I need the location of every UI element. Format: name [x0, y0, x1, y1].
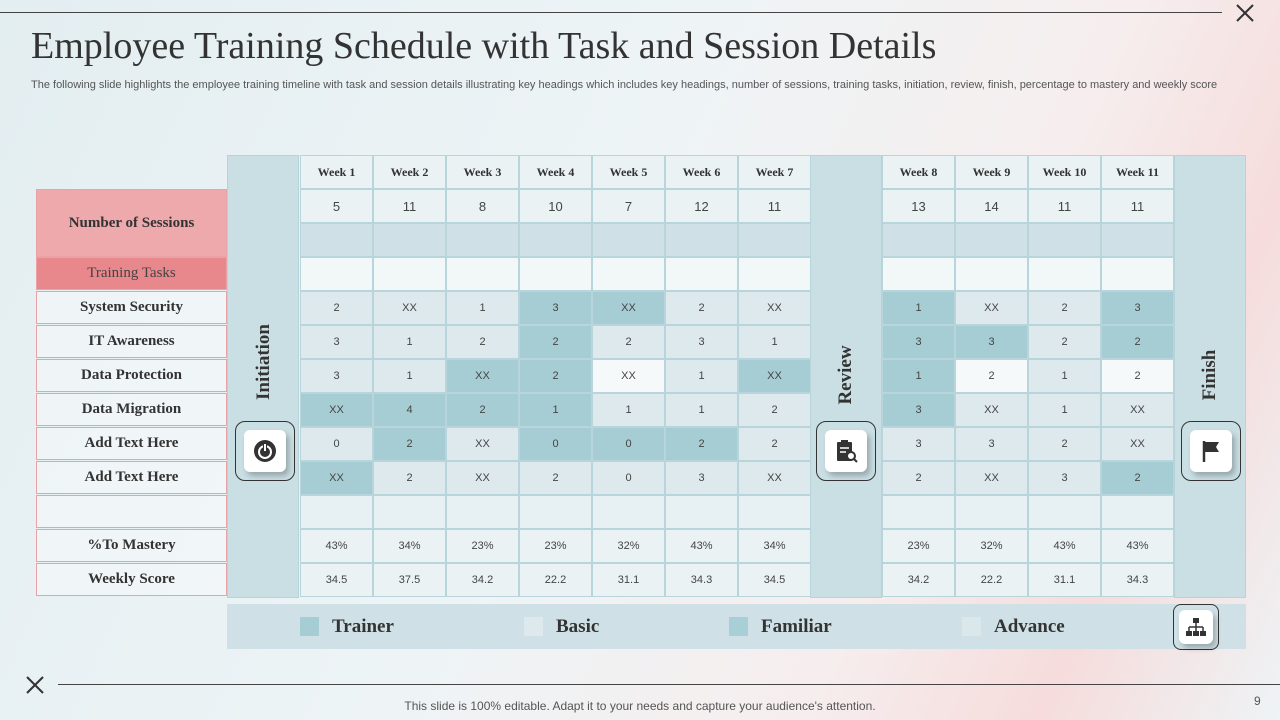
flag-icon	[1198, 438, 1224, 464]
mastery-cell: 32%	[592, 529, 665, 563]
task-cell: 2	[1028, 291, 1101, 325]
training-tasks-cell	[738, 257, 811, 291]
task-cell: 1	[665, 359, 738, 393]
spacer-cell	[1101, 223, 1174, 257]
legend-bar	[227, 604, 1246, 649]
training-tasks-cell	[446, 257, 519, 291]
empty-cell	[882, 495, 955, 529]
task-cell: 3	[1101, 291, 1174, 325]
spacer-cell	[882, 223, 955, 257]
task-cell: 0	[592, 427, 665, 461]
task-cell: 0	[300, 427, 373, 461]
task-cell: 3	[955, 427, 1028, 461]
week-header: Week 9	[955, 155, 1028, 189]
task-cell: XX	[300, 461, 373, 495]
top-divider	[0, 12, 1222, 13]
row-label-mastery: %To Mastery	[36, 529, 227, 562]
session-count-cell: 5	[300, 189, 373, 223]
legend-label: Advance	[994, 615, 1065, 637]
mastery-cell: 34%	[373, 529, 446, 563]
training-tasks-cell	[665, 257, 738, 291]
task-cell: 2	[738, 427, 811, 461]
weekly-score-cell: 34.3	[1101, 563, 1174, 597]
task-cell: XX	[738, 359, 811, 393]
hierarchy-button[interactable]	[1173, 604, 1219, 650]
mastery-cell: 43%	[1028, 529, 1101, 563]
legend-item-advance	[962, 604, 1065, 649]
task-cell: 1	[1028, 393, 1101, 427]
phase-label-review: Review	[835, 345, 856, 405]
close-icon[interactable]	[24, 674, 46, 696]
task-cell: 3	[665, 325, 738, 359]
task-cell: 3	[519, 291, 592, 325]
task-cell: XX	[300, 393, 373, 427]
task-cell: XX	[446, 427, 519, 461]
weekly-score-cell: 34.2	[446, 563, 519, 597]
task-cell: 2	[1101, 325, 1174, 359]
task-cell: XX	[955, 461, 1028, 495]
task-cell: 3	[882, 427, 955, 461]
row-label-add-text-2: Add Text Here	[36, 461, 227, 494]
task-cell: 2	[300, 291, 373, 325]
empty-cell	[300, 495, 373, 529]
legend-label: Basic	[556, 615, 600, 637]
task-cell: 2	[665, 291, 738, 325]
legend-swatch	[524, 617, 543, 636]
session-count-cell: 7	[592, 189, 665, 223]
page-number: 9	[1254, 694, 1261, 708]
task-cell: 2	[519, 461, 592, 495]
mastery-cell: 43%	[300, 529, 373, 563]
bottom-divider	[58, 684, 1280, 685]
session-count-cell: 8	[446, 189, 519, 223]
task-cell: XX	[738, 291, 811, 325]
spacer-cell	[955, 223, 1028, 257]
training-tasks-cell	[300, 257, 373, 291]
spacer-cell	[592, 223, 665, 257]
spacer-cell	[446, 223, 519, 257]
clipboard-search-icon	[833, 438, 859, 464]
spacer-cell	[300, 223, 373, 257]
spacer-cell	[1028, 223, 1101, 257]
task-cell: 1	[665, 393, 738, 427]
task-cell: 3	[300, 325, 373, 359]
task-cell: 1	[373, 359, 446, 393]
session-count-cell: 11	[1028, 189, 1101, 223]
session-count-cell: 11	[373, 189, 446, 223]
weekly-score-cell: 22.2	[955, 563, 1028, 597]
task-cell: XX	[446, 359, 519, 393]
legend-swatch	[300, 617, 319, 636]
task-cell: 2	[1101, 359, 1174, 393]
weekly-score-cell: 22.2	[519, 563, 592, 597]
task-cell: 2	[446, 325, 519, 359]
empty-cell	[738, 495, 811, 529]
task-cell: 2	[882, 461, 955, 495]
task-cell: 3	[955, 325, 1028, 359]
legend-item-trainer	[300, 604, 394, 649]
training-tasks-cell	[882, 257, 955, 291]
empty-cell	[1028, 495, 1101, 529]
task-cell: 1	[373, 325, 446, 359]
training-tasks-cell	[1101, 257, 1174, 291]
task-cell: 1	[738, 325, 811, 359]
mastery-cell: 43%	[1101, 529, 1174, 563]
session-count-cell: 12	[665, 189, 738, 223]
row-label-empty	[36, 495, 227, 528]
legend-item-familiar	[729, 604, 832, 649]
empty-cell	[1101, 495, 1174, 529]
row-label-data-protection: Data Protection	[36, 359, 227, 392]
task-cell: 2	[1101, 461, 1174, 495]
page-title: Employee Training Schedule with Task and Session Details	[31, 25, 937, 67]
weekly-score-cell: 34.5	[300, 563, 373, 597]
task-cell: XX	[373, 291, 446, 325]
task-cell: 4	[373, 393, 446, 427]
training-tasks-cell	[592, 257, 665, 291]
weekly-score-cell: 34.5	[738, 563, 811, 597]
task-cell: 3	[1028, 461, 1101, 495]
spacer-cell	[665, 223, 738, 257]
session-count-cell: 11	[738, 189, 811, 223]
spacer-cell	[373, 223, 446, 257]
empty-cell	[592, 495, 665, 529]
week-header: Week 1	[300, 155, 373, 189]
training-tasks-cell	[1028, 257, 1101, 291]
task-cell: 2	[592, 325, 665, 359]
mastery-cell: 34%	[738, 529, 811, 563]
week-header: Week 3	[446, 155, 519, 189]
task-cell: 3	[300, 359, 373, 393]
row-label-tasks: Training Tasks	[36, 257, 227, 290]
footer-note: This slide is 100% editable. Adapt it to your needs and capture your audience's attention.	[404, 699, 876, 713]
task-cell: 2	[955, 359, 1028, 393]
task-cell: 2	[519, 325, 592, 359]
week-header: Week 7	[738, 155, 811, 189]
task-cell: 2	[1028, 427, 1101, 461]
task-cell: XX	[1101, 393, 1174, 427]
legend-swatch	[729, 617, 748, 636]
empty-cell	[446, 495, 519, 529]
legend-item-basic	[524, 604, 599, 649]
week-header: Week 2	[373, 155, 446, 189]
close-icon[interactable]	[1234, 2, 1256, 24]
empty-cell	[373, 495, 446, 529]
power-icon	[252, 438, 278, 464]
mastery-cell: 23%	[882, 529, 955, 563]
row-label-add-text-1: Add Text Here	[36, 427, 227, 460]
task-cell: 2	[373, 427, 446, 461]
mastery-cell: 23%	[519, 529, 592, 563]
session-count-cell: 13	[882, 189, 955, 223]
finish-flag-button[interactable]	[1181, 421, 1241, 481]
week-header: Week 6	[665, 155, 738, 189]
task-cell: XX	[955, 393, 1028, 427]
task-cell: XX	[592, 291, 665, 325]
task-cell: 3	[882, 393, 955, 427]
training-tasks-cell	[373, 257, 446, 291]
task-cell: 0	[519, 427, 592, 461]
review-clipboard-button[interactable]	[816, 421, 876, 481]
task-cell: 1	[882, 291, 955, 325]
task-cell: 1	[519, 393, 592, 427]
task-cell: 2	[1028, 325, 1101, 359]
task-cell: XX	[738, 461, 811, 495]
weekly-score-cell: 31.1	[592, 563, 665, 597]
task-cell: 2	[373, 461, 446, 495]
task-cell: XX	[446, 461, 519, 495]
mastery-cell: 32%	[955, 529, 1028, 563]
phase-label-finish: Finish	[1199, 349, 1220, 401]
mastery-cell: 23%	[446, 529, 519, 563]
weekly-score-cell: 37.5	[373, 563, 446, 597]
empty-cell	[665, 495, 738, 529]
spacer-cell	[519, 223, 592, 257]
week-header: Week 5	[592, 155, 665, 189]
training-tasks-cell	[519, 257, 592, 291]
initiation-power-button[interactable]	[235, 421, 295, 481]
week-header: Week 4	[519, 155, 592, 189]
spacer-cell	[738, 223, 811, 257]
row-label-weekly-score: Weekly Score	[36, 563, 227, 596]
session-count-cell: 11	[1101, 189, 1174, 223]
page-subtitle: The following slide highlights the employee training timeline with task and session details illustrating key headings which includes key headings, number of sessions, training tasks, initiation, review, finish, percentage to mastery and weekly score	[31, 79, 1218, 91]
weekly-score-cell: 34.2	[882, 563, 955, 597]
row-label-sessions: Number of Sessions	[36, 189, 227, 257]
legend-label: Familiar	[761, 615, 832, 637]
task-cell: 2	[665, 427, 738, 461]
week-header: Week 8	[882, 155, 955, 189]
task-cell: 1	[1028, 359, 1101, 393]
week-header: Week 11	[1101, 155, 1174, 189]
task-cell: 2	[446, 393, 519, 427]
task-cell: 3	[665, 461, 738, 495]
task-cell: XX	[955, 291, 1028, 325]
task-cell: XX	[592, 359, 665, 393]
mastery-cell: 43%	[665, 529, 738, 563]
row-label-data-migration: Data Migration	[36, 393, 227, 426]
row-label-it-awareness: IT Awareness	[36, 325, 227, 358]
phase-label-initiation: Initiation	[253, 323, 274, 401]
task-cell: 1	[882, 359, 955, 393]
task-cell: XX	[1101, 427, 1174, 461]
weekly-score-cell: 31.1	[1028, 563, 1101, 597]
task-cell: 2	[519, 359, 592, 393]
weekly-score-cell: 34.3	[665, 563, 738, 597]
task-cell: 3	[882, 325, 955, 359]
legend-label: Trainer	[332, 615, 394, 637]
empty-cell	[955, 495, 1028, 529]
session-count-cell: 10	[519, 189, 592, 223]
task-cell: 1	[592, 393, 665, 427]
hierarchy-icon	[1185, 617, 1207, 637]
empty-cell	[519, 495, 592, 529]
row-label-system-security: System Security	[36, 291, 227, 324]
week-header: Week 10	[1028, 155, 1101, 189]
task-cell: 0	[592, 461, 665, 495]
session-count-cell: 14	[955, 189, 1028, 223]
legend-swatch	[962, 617, 981, 636]
task-cell: 1	[446, 291, 519, 325]
task-cell: 2	[738, 393, 811, 427]
training-tasks-cell	[955, 257, 1028, 291]
